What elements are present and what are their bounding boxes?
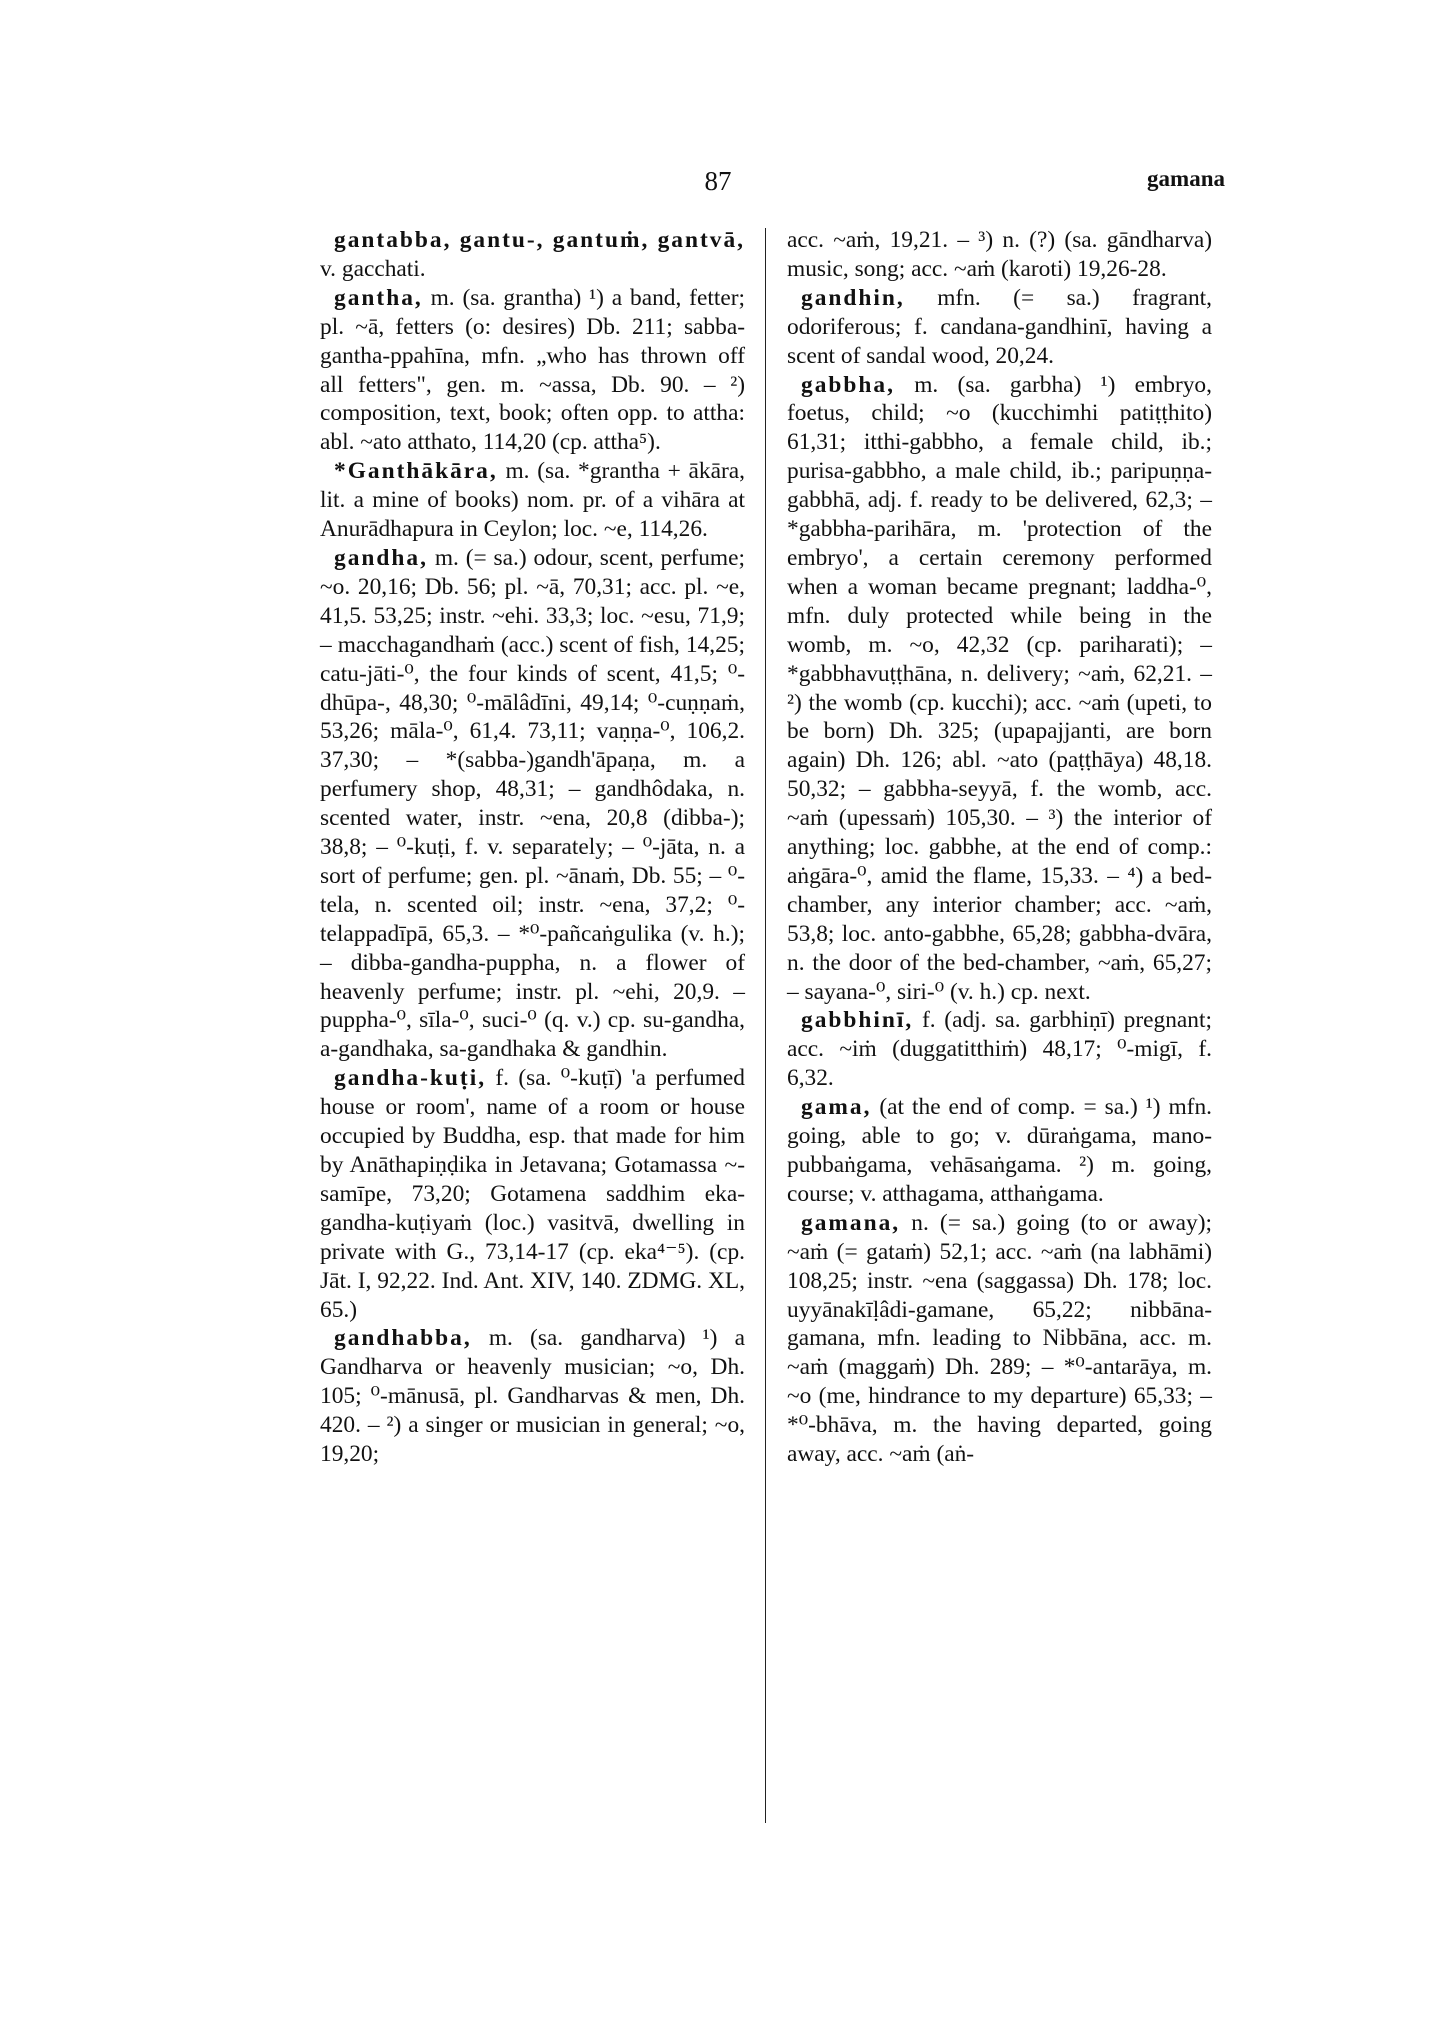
entry-definition: v. gacchati. [320, 255, 426, 282]
dictionary-entry [320, 226, 745, 284]
entry-headword: gandha, [334, 544, 428, 571]
entry-headword: gandha-kuṭi, [334, 1065, 487, 1092]
column-divider [765, 228, 766, 1823]
entry-definition: (at the end of comp. = sa.) ¹) mfn. going, able to go; v. dūraṅgama, mano-pubbaṅgama, vehāsaṅgama. ²) m. going, course; v. atthagama, atthaṅgama. [787, 1094, 1212, 1207]
dictionary-entry [787, 371, 1212, 1007]
entry-definition: mfn. (= sa.) fragrant, odoriferous; f. candana-gandhinī, having a scent of sandal wood, 20,24. [787, 284, 1212, 369]
entry-headword: gandhin, [801, 284, 905, 311]
left-column [320, 226, 745, 1469]
entry-headword: gabbhinī, [801, 1007, 914, 1034]
entry-definition: f. (sa. ⁰-kuṭī) 'a perfumed house or room', name of a room or house occupied by Buddha, esp. that made for him by Anāthapiṇḍika in Jetavana; Gotamassa ~-samīpe, 73,20; Gotamena saddhim eka-gandha-kuṭiyaṁ (loc.) vasitvā, dwelling in private with G., 73,14-17 (cp. eka⁴⁻⁵). (cp. Jāt. I, 92,22. Ind. Ant. XIV, 140. ZDMG. XL, 65.) [320, 1065, 745, 1323]
entry-headword: gama, [801, 1094, 872, 1121]
dictionary-entry [787, 284, 1212, 371]
page-number: 87 [704, 166, 732, 196]
dictionary-entry [320, 544, 745, 1064]
entry-definition: m. (= sa.) odour, scent, perfume; ~o. 20,16; Db. 56; pl. ~ā, 70,31; acc. pl. ~e, 41,5. 53,25; instr. ~ehi. 33,3; loc. ~esu, 71,9; – macchagandhaṁ (acc.) scent of fish, 14,25; catu-jāti-⁰, the four kinds of scent, 41,5; ⁰-dhūpa-, 48,30; ⁰-mālâdīni, 49,14; ⁰-cuṇṇaṁ, 53,26; māla-⁰, 61,4. 73,11; vaṇṇa-⁰, 106,2. 37,30; – *(sabba-)gandh'āpaṇa, m. a perfumery shop, 48,31; – gandhôdaka, n. scented water, instr. ~ena, 20,8 (dibba-); 38,8; – ⁰-kuṭi, f. v. separately; – ⁰-jāta, n. a sort of perfume; gen. pl. ~ānaṁ, Db. 55; – ⁰-tela, n. scented oil; instr. ~ena, 37,2; ⁰-telappadīpā, 65,3. – *⁰-pañcaṅgulika (v. h.); – dibba-gandha-puppha, n. a flower of heavenly perfume; instr. pl. ~ehi, 20,9. – puppha-⁰, sīla-⁰, suci-⁰ (q. v.) cp. su-gandha, a-gandhaka, sa-gandhaka & gandhin. [320, 544, 745, 1063]
entry-definition: m. (sa. grantha) ¹) a band, fetter; pl. ~ā, fetters (o: desires) Db. 211; sabba-gantha-ppahīna, mfn. „who has thrown off all fetters", gen. m. ~assa, Db. 90. – ²) composition, text, book; often opp. to attha: abl. ~ato atthato, 114,20 (cp. attha⁵). [320, 284, 746, 456]
entry-definition: f. (adj. sa. garbhiṇī) pregnant; acc. ~iṁ (duggatitthiṁ) 48,17; ⁰-migī, f. 6,32. [787, 1007, 1212, 1092]
entry-headword: gantabba, gantu-, gantuṁ, gantvā, [334, 227, 745, 253]
entry-definition: m. (sa. gandharva) ¹) a Gandharva or heavenly musician; ~o, Dh. 105; ⁰-mānusā, pl. Gandharvas & men, Dh. 420. – ²) a singer or musician in general; ~o, 19,20; [320, 1325, 745, 1468]
dictionary-entry [320, 1064, 745, 1324]
dictionary-entry [787, 1093, 1212, 1209]
dictionary-entry [320, 1324, 745, 1469]
dictionary-entry [320, 457, 745, 544]
running-head: gamana [1147, 166, 1225, 191]
entry-definition: n. (= sa.) going (to or away); ~aṁ (= gataṁ) 52,1; acc. ~aṁ (na labhāmi) 108,25; instr. ~ena (saggassa) Dh. 178; loc. uyyānakīḷâdi-gamane, 65,22; nibbāna-gamana, mfn. leading to Nibbāna, acc. m. ~aṁ (maggaṁ) Dh. 289; – *⁰-antarāya, m. ~o (me, hindrance to my departure) 65,33; – *⁰-bhāva, m. the having departed, going away, acc. ~aṁ (aṅ- [787, 1209, 1212, 1468]
entry-headword: gabbha, [801, 371, 895, 398]
entry-headword: gamana, [801, 1209, 901, 1236]
entry-headword: *Ganthākāra, [334, 458, 498, 485]
entry-definition: m. (sa. garbha) ¹) embryo, foetus, child; ~o (kucchimhi patiṭṭhito) 61,31; itthi-gabbho, a female child, ib.; purisa-gabbho, a male child, ib.; paripuṇṇa-gabbhā, adj. f. ready to be delivered, 62,3; – *gabbha-parihāra, m. 'protection of the embryo', a certain ceremony performed when a woman became pregnant; laddha-⁰, mfn. duly protected while being in the womb, m. ~o, 42,32 (cp. pariharati); – *gabbhavuṭṭhāna, n. delivery; ~aṁ, 62,21. – ²) the womb (cp. kucchi); acc. ~aṁ (upeti, to be born) Dh. 325; (upapajjanti, are born again) Dh. 126; abl. ~ato (paṭṭhāya) 48,18. 50,32; – gabbha-seyyā, f. the womb, acc. ~aṁ (upessaṁ) 105,30. – ³) the interior of anything; loc. gabbhe, at the end of comp.: aṅgāra-⁰, amid the flame, 15,33. – ⁴) a bed-chamber, any interior chamber; acc. ~aṁ, 53,8; loc. anto-gabbhe, 65,28; gabbha-dvāra, n. the door of the bed-chamber, ~aṁ, 65,27; – sayana-⁰, siri-⁰ (v. h.) cp. next. [787, 371, 1212, 1005]
dictionary-entry [320, 284, 745, 457]
entry-headword: gandhabba, [334, 1325, 472, 1352]
entry-headword: gantha, [334, 284, 423, 311]
dictionary-entry-continuation [787, 226, 1212, 284]
entry-definition: m. (sa. *grantha + ākāra, lit. a mine of books) nom. pr. of a vihāra at Anurādhapura in Ceylon; loc. ~e, 114,26. [320, 458, 745, 543]
entry-definition: acc. ~aṁ, 19,21. – ³) n. (?) (sa. gāndharva) music, song; acc. ~aṁ (karoti) 19,26-28. [787, 227, 1212, 282]
right-column [787, 226, 1212, 1469]
dictionary-entry [787, 1006, 1212, 1093]
dictionary-entry [787, 1209, 1212, 1469]
